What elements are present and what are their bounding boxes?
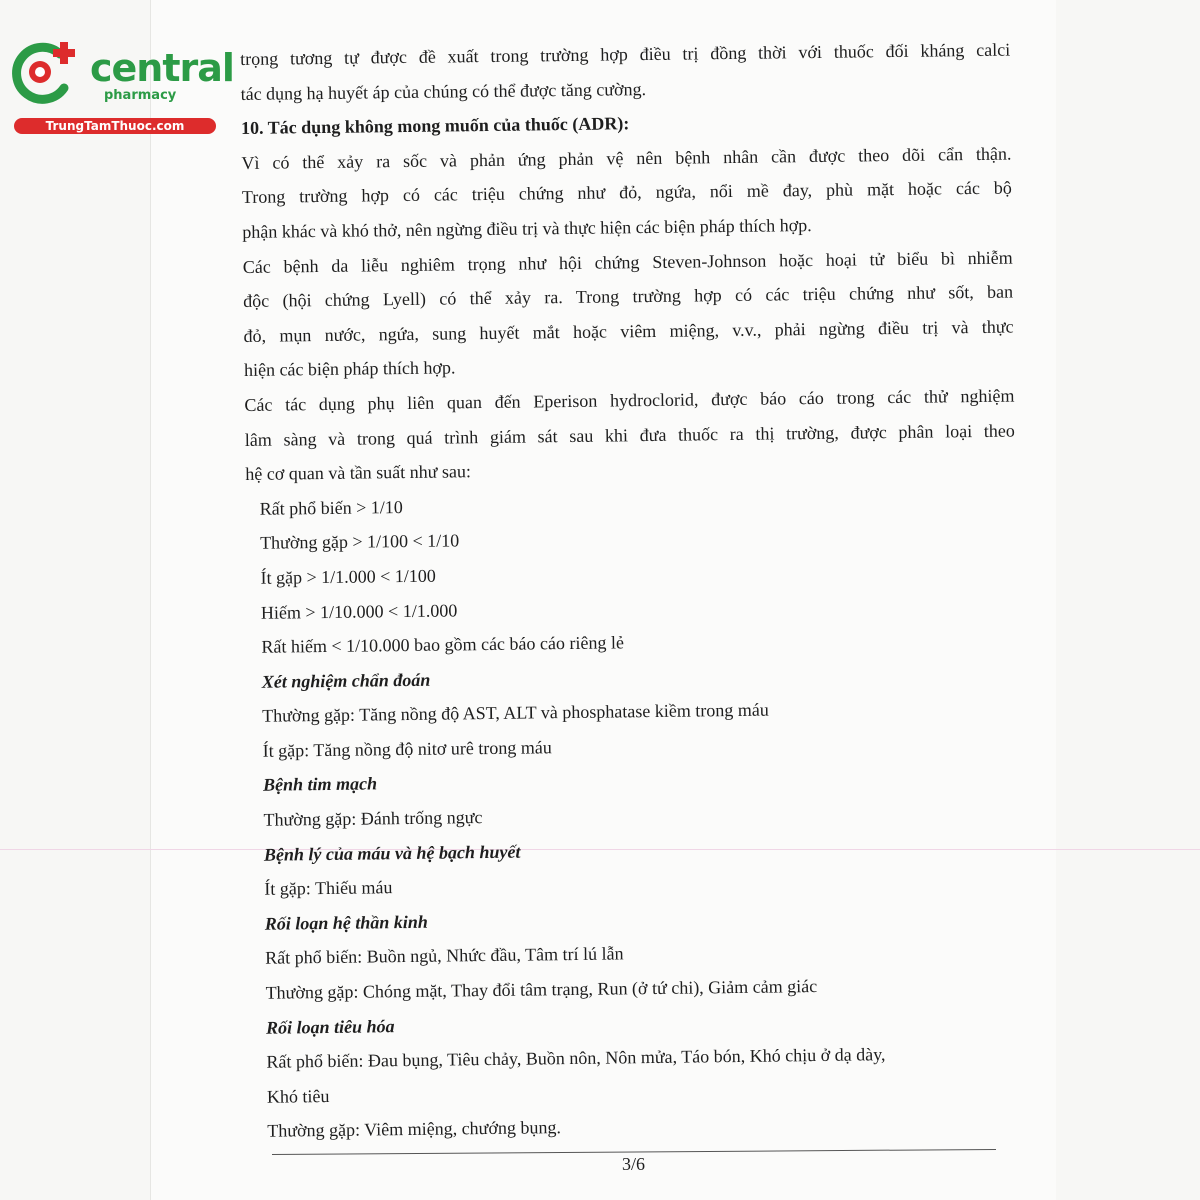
central-pharmacy-logo[interactable] <box>8 36 234 136</box>
body-line: độc (hội chứng Lyell) có thể xảy ra. Trong trường hợp có các triệu chứng như sốt, ban <box>243 281 1014 312</box>
body-line: hiện các biện pháp thích hợp. <box>243 357 456 381</box>
body-line: hệ cơ quan và tần suất như sau: <box>245 461 472 485</box>
subsection-heading: Rối loạn hệ thần kinh <box>264 911 428 934</box>
subsection-heading: Rối loạn tiêu hóa <box>265 1015 395 1038</box>
effect-item: Rất phổ biến: Đau bụng, Tiêu chảy, Buồn nôn, Nôn mửa, Táo bón, Khó chịu ở dạ dày, <box>266 1044 886 1072</box>
body-line: Trong trường hợp có các triệu chứng như đỏ, ngứa, nổi mề đay, phù mặt hoặc các bộ <box>241 177 1012 208</box>
pharmacy-cross-icon <box>8 36 90 110</box>
body-line: lâm sàng và trong quá trình giám sát sau khi đưa thuốc ra thị trường, được phân loại theo <box>244 420 1015 450</box>
body-line: tác dụng hạ huyết áp của chúng có thể được tăng cường. <box>240 78 647 104</box>
body-line: Các bệnh da liễu nghiêm trọng như hội chứng Steven-Johnson hoặc hoại tử biểu bì nhiễm <box>242 247 1013 277</box>
logo-website-link[interactable]: TrungTamThuoc.com <box>14 118 216 134</box>
logo-brand-name: central <box>90 46 234 90</box>
body-line: đỏ, mụn nước, ngứa, sung huyết mắt hoặc viêm miệng, v.v., phải ngừng điều trị và thực <box>243 316 1014 346</box>
effect-item: Thường gặp: Viêm miệng, chướng bụng. <box>267 1117 562 1142</box>
effect-item-continued: Khó tiêu <box>266 1085 330 1107</box>
body-line: phận khác và khó thở, nên ngừng điều trị và thực hiện các biện pháp thích hợp. <box>242 214 812 242</box>
frequency-item: Thường gặp > 1/100 < 1/10 <box>260 530 460 554</box>
body-line: Vì có thể xảy ra sốc và phản ứng phản vệ nên bệnh nhân cần được theo dõi cẩn thận. <box>241 143 1012 173</box>
body-line: Các tác dụng phụ liên quan đến Eperison hydroclorid, được báo cáo trong các thử nghiệm <box>244 385 1015 415</box>
effect-item: Ít gặp: Tăng nồng độ nitơ urê trong máu <box>262 737 552 761</box>
frequency-item: Rất hiếm < 1/10.000 bao gồm các báo cáo riêng lẻ <box>261 632 625 657</box>
logo-subtitle: pharmacy <box>104 88 177 103</box>
document-body <box>240 33 1023 1149</box>
frequency-item: Ít gặp > 1/1.000 < 1/100 <box>260 565 436 588</box>
section-heading: 10. Tác dụng không mong muốn của thuốc (ADR): <box>240 113 630 139</box>
body-line: trọng tương tự được đề xuất trong trường hợp điều trị đồng thời với thuốc đối kháng calci <box>240 39 1011 69</box>
effect-item: Thường gặp: Chóng mặt, Thay đổi tâm trạng, Run (ở tứ chi), Giảm cảm giác <box>265 976 818 1003</box>
subsection-heading: Bệnh tim mạch <box>262 773 378 796</box>
frequency-item: Rất phổ biến > 1/10 <box>259 496 403 519</box>
frequency-item: Hiếm > 1/10.000 < 1/1.000 <box>260 599 458 623</box>
effect-item: Rất phổ biến: Buồn ngủ, Nhức đầu, Tâm trí lú lẫn <box>265 943 624 969</box>
effect-item: Thường gặp: Tăng nồng độ AST, ALT và phosphatase kiềm trong máu <box>262 699 769 727</box>
subsection-heading: Xét nghiệm chẩn đoán <box>261 669 431 692</box>
subsection-heading: Bệnh lý của máu và hệ bạch huyết <box>263 841 521 865</box>
effect-item: Thường gặp: Đánh trống ngực <box>263 807 483 830</box>
effect-item: Ít gặp: Thiếu máu <box>264 877 393 900</box>
page-number: 3/6 <box>622 1154 646 1174</box>
